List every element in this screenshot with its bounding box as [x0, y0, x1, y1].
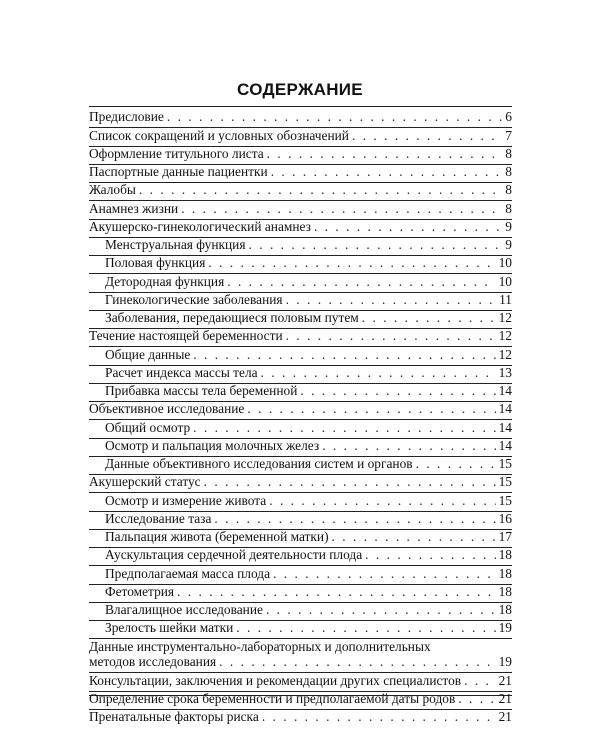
toc-entry-label: Прибавка массы тела беременной	[105, 383, 298, 398]
toc-entry-label: Оформление титульного листа	[89, 145, 264, 161]
toc-page-number: 8	[505, 182, 512, 198]
dot-leader	[249, 236, 503, 254]
toc-page-number: 16	[498, 510, 512, 526]
toc-entry-label: Осмотр и пальпация молочных желез	[105, 437, 320, 453]
toc-entry	[89, 236, 512, 256]
toc-entry-label: Общие данные	[105, 346, 191, 362]
toc-page-number: 15	[498, 474, 512, 490]
toc-page-number: 10	[498, 273, 512, 289]
toc-page-number: 10	[498, 255, 512, 271]
dot-leader	[286, 327, 496, 345]
toc-entry	[89, 400, 512, 420]
toc-page-number: 18	[498, 565, 512, 581]
toc-entry-label: Пренатальные факторы риска	[89, 709, 259, 724]
toc-page-number: 7	[505, 127, 512, 143]
toc-entry	[89, 364, 512, 384]
dot-leader	[273, 565, 496, 583]
dot-leader	[247, 400, 495, 418]
toc-page-number: 6	[505, 109, 512, 125]
dot-leader	[208, 254, 495, 272]
dot-leader	[267, 145, 503, 163]
toc-page-number: 11	[499, 291, 512, 307]
toc-page-number: 14	[498, 437, 512, 453]
toc-entry	[89, 437, 512, 457]
toc-page-number: 14	[498, 401, 512, 417]
toc-page-number: 9	[505, 237, 512, 252]
toc-entry-label: Предполагаемая масса плода	[105, 565, 271, 581]
toc-entry-label: Пальпация живота (беременной матки)	[105, 529, 329, 544]
toc-entry-label: методов исследования	[89, 654, 217, 670]
toc-entry	[89, 145, 512, 165]
toc-entry	[89, 671, 512, 691]
dot-leader	[227, 273, 495, 291]
toc-page-number: 15	[498, 492, 512, 508]
toc-page-number: 17	[498, 529, 512, 544]
dot-leader	[181, 200, 502, 218]
dot-leader	[266, 601, 496, 619]
toc-page-number: 18	[498, 602, 512, 617]
toc-page-number: 21	[498, 672, 512, 688]
toc-entry-label: Определение срока беременности и предполагаемой даты родов	[89, 690, 456, 706]
toc-entry	[89, 455, 512, 475]
toc-entry-label: Объективное исследование	[89, 401, 245, 417]
toc-entry	[89, 218, 512, 238]
toc-entry	[89, 708, 512, 727]
toc-entry-label: Данные объективного исследования систем и органов	[105, 456, 413, 471]
dot-leader	[352, 127, 502, 145]
dot-leader	[214, 510, 495, 528]
dot-leader	[300, 382, 495, 400]
toc-page-number: 12	[498, 310, 512, 325]
toc-entry	[89, 291, 512, 311]
toc-entry-label: Осмотр и измерение живота	[105, 492, 267, 508]
toc-entry-label: Анамнез жизни	[89, 200, 179, 216]
toc-entry-label: Фетометрия	[105, 583, 175, 599]
dot-leader	[322, 437, 495, 455]
toc-entry	[89, 126, 512, 146]
toc-entry-label: Аускультация сердечной деятельности плода	[105, 547, 363, 563]
toc-entry-label: Зрелость шейки матки	[105, 620, 234, 636]
dot-leader	[332, 528, 496, 546]
toc-entry-label: Заболевания, передающиеся половым путем	[105, 310, 359, 325]
dot-leader	[269, 492, 495, 510]
toc-entry	[89, 510, 512, 530]
toc-entry	[89, 601, 512, 621]
toc-entry	[89, 690, 512, 710]
toc-entry-label: Предисловие	[89, 109, 164, 125]
toc-page-number: 8	[505, 145, 512, 161]
toc-entry	[89, 382, 512, 402]
toc-entry	[89, 309, 512, 329]
toc-entry-label: Половая функция	[105, 255, 206, 271]
page-title: СОДЕРЖАНИЕ	[237, 80, 363, 99]
toc-page-number: 21	[498, 709, 512, 724]
toc-entry	[89, 528, 512, 548]
toc-page-number: 18	[498, 547, 512, 563]
dot-leader	[177, 583, 496, 601]
toc-entry-label: Консультации, заключения и рекомендации других специалистов	[89, 672, 462, 688]
toc-page-number: 12	[498, 346, 512, 362]
toc-entry	[89, 254, 512, 274]
toc-page-number: 15	[498, 456, 512, 471]
toc-entry-label: Исследование таза	[105, 510, 212, 526]
dot-leader	[193, 419, 495, 437]
toc-page-number: 9	[505, 218, 512, 234]
toc-entry	[89, 327, 512, 347]
toc-entry-label-line1: Данные инструментально-лабораторных и дополнительных	[89, 639, 431, 655]
toc-entry	[89, 564, 512, 584]
dot-leader	[193, 346, 495, 364]
toc-entry	[89, 108, 512, 128]
toc-page-number: 14	[498, 383, 512, 398]
dot-leader	[139, 181, 502, 199]
toc-page-number: 21	[498, 690, 512, 706]
dot-leader	[365, 546, 495, 564]
toc-entry-label: Акушерско-гинекологический анамнез	[89, 218, 311, 234]
toc-entry-label: Жалобы	[89, 182, 136, 198]
toc-entry-label: Расчет индекса массы тела	[105, 364, 258, 380]
table-of-contents	[89, 106, 512, 724]
toc-entry-label: Гинекологические заболевания	[105, 291, 283, 307]
dot-leader	[204, 473, 496, 491]
toc-entry-label: Паспортные данные пациентки	[89, 164, 268, 179]
toc-page-number: 18	[498, 583, 512, 599]
dot-leader	[286, 291, 497, 309]
dot-leader	[314, 218, 502, 236]
toc-entry	[89, 199, 512, 219]
toc-entry	[89, 546, 512, 566]
toc-page-number: 12	[498, 328, 512, 344]
toc-entry-label: Общий осмотр	[105, 419, 191, 435]
toc-entry	[89, 163, 512, 183]
dot-leader	[261, 364, 496, 382]
toc-page-number: 13	[498, 364, 512, 380]
toc-entry	[89, 637, 512, 673]
toc-entry	[89, 619, 512, 639]
toc-page-number: 19	[498, 654, 512, 670]
toc-page-number: 19	[498, 620, 512, 636]
toc-entry-label: Детородная функция	[105, 273, 225, 289]
toc-entry-label: Влагалищное исследование	[105, 602, 263, 617]
toc-entry	[89, 491, 512, 511]
toc-entry-label: Течение настоящей беременности	[89, 328, 283, 344]
dot-leader	[219, 653, 495, 671]
dot-leader	[416, 455, 496, 473]
toc-entry-label: Акушерский статус	[89, 474, 201, 490]
dot-leader	[464, 672, 495, 690]
toc-page-number: 14	[498, 419, 512, 435]
dot-leader	[458, 690, 495, 708]
toc-page-number: 8	[505, 200, 512, 216]
toc-entry-label: Список сокращений и условных обозначений	[89, 127, 349, 143]
dot-leader	[262, 708, 496, 726]
dot-leader	[167, 108, 502, 126]
toc-entry	[89, 345, 512, 365]
dot-leader	[271, 163, 503, 181]
dot-leader	[362, 309, 496, 327]
toc-entry-label: Менструальная функция	[105, 237, 246, 252]
toc-page-number: 8	[505, 164, 512, 179]
toc-entry	[89, 181, 512, 201]
toc-entry	[89, 272, 512, 292]
toc-entry	[89, 583, 512, 603]
toc-entry	[89, 418, 512, 438]
dot-leader	[236, 619, 495, 637]
toc-entry	[89, 473, 512, 493]
